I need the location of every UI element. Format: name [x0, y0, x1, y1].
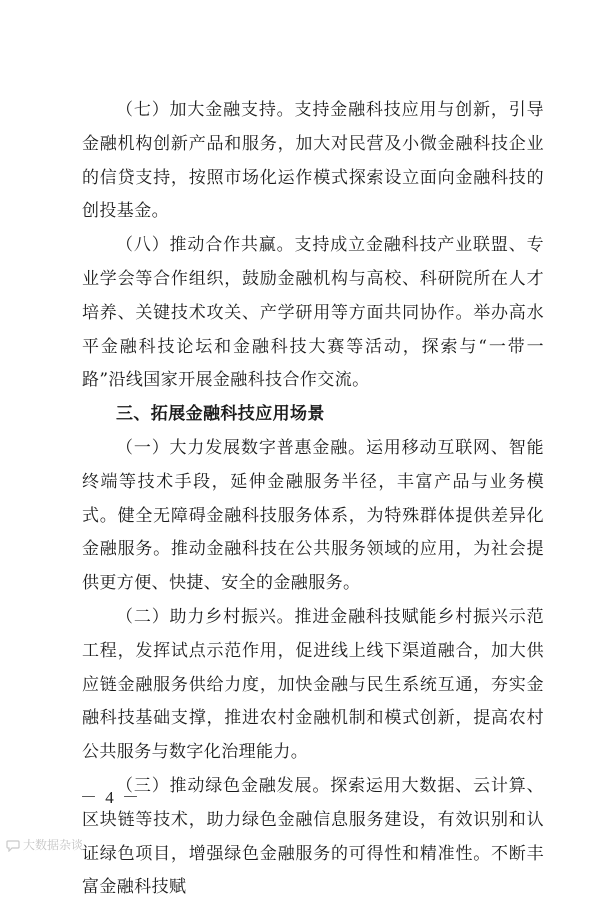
watermark-text: 大数据杂谈 — [23, 838, 84, 852]
section-paragraph-3-text: 探索运用大数据、云计算、区块链等技术，助力绿色金融信息服务建设，有效识别和认证绿色项目，增强绿色金融服务的可得性和精准性。不断丰富金融科技赋 — [82, 775, 544, 898]
section-paragraph-3-lead: （三）推动绿色金融发展。 — [116, 775, 331, 796]
chat-bubble-icon — [6, 838, 20, 852]
paragraph-7-text: 支持金融科技应用与创新，引导金融机构创新产品和服务，加大对民营及小微金融科技企业的信贷支持，按照市场化运作模式探索设立面向金融科技的创投基金。 — [82, 100, 545, 222]
section-paragraph-1 — [82, 432, 544, 601]
section-paragraph-1-text: 运用移动互联网、智能终端等技术手段，延伸金融服务半径，丰富产品与业务模式。健全无障碍金融科技服务体系，为特殊群体提供差异化金融服务。推动金融科技在公共服务领域的应用，为社会提供更方便、快捷、安全的金融服务。 — [82, 437, 545, 594]
watermark — [6, 836, 83, 853]
paragraph-7 — [82, 94, 544, 229]
paragraph-8-lead: （八）推动合作共赢。 — [116, 235, 295, 256]
paragraph-7-lead: （七）加大金融支持。 — [116, 100, 295, 120]
section-paragraph-1-lead: （一）大力发展数字普惠金融。 — [116, 437, 366, 458]
section-paragraph-2-text: 推进金融科技赋能乡村振兴示范工程，发挥试点示范作用，促进线上线下渠道融合，加大供应链金融服务供给力度，加快金融与民生系统互通，夯实金融科技基础支撑，推进农村金融机制和模式创新，提高农村公共服务与数字化治理能力。 — [82, 606, 545, 763]
page-number: － 4 － — [80, 788, 141, 807]
section-paragraph-2 — [82, 601, 544, 770]
section-paragraph-2-lead: （二）助力乡村振兴。 — [116, 606, 295, 627]
document-body — [82, 94, 544, 905]
paragraph-8-text: 支持成立金融科技产业联盟、专业学会等合作组织，鼓励金融机构与高校、科研院所在人才培养、关键技术攻关、产学研用等方面共同协作。举办高水平金融科技论坛和金融科技大赛等活动，探索与“一带一路”沿线国家开展金融科技合作交流。 — [82, 235, 545, 391]
section-paragraph-3 — [82, 770, 544, 905]
section-heading: 三、拓展金融科技应用场景 — [116, 404, 325, 425]
paragraph-8 — [82, 229, 544, 398]
